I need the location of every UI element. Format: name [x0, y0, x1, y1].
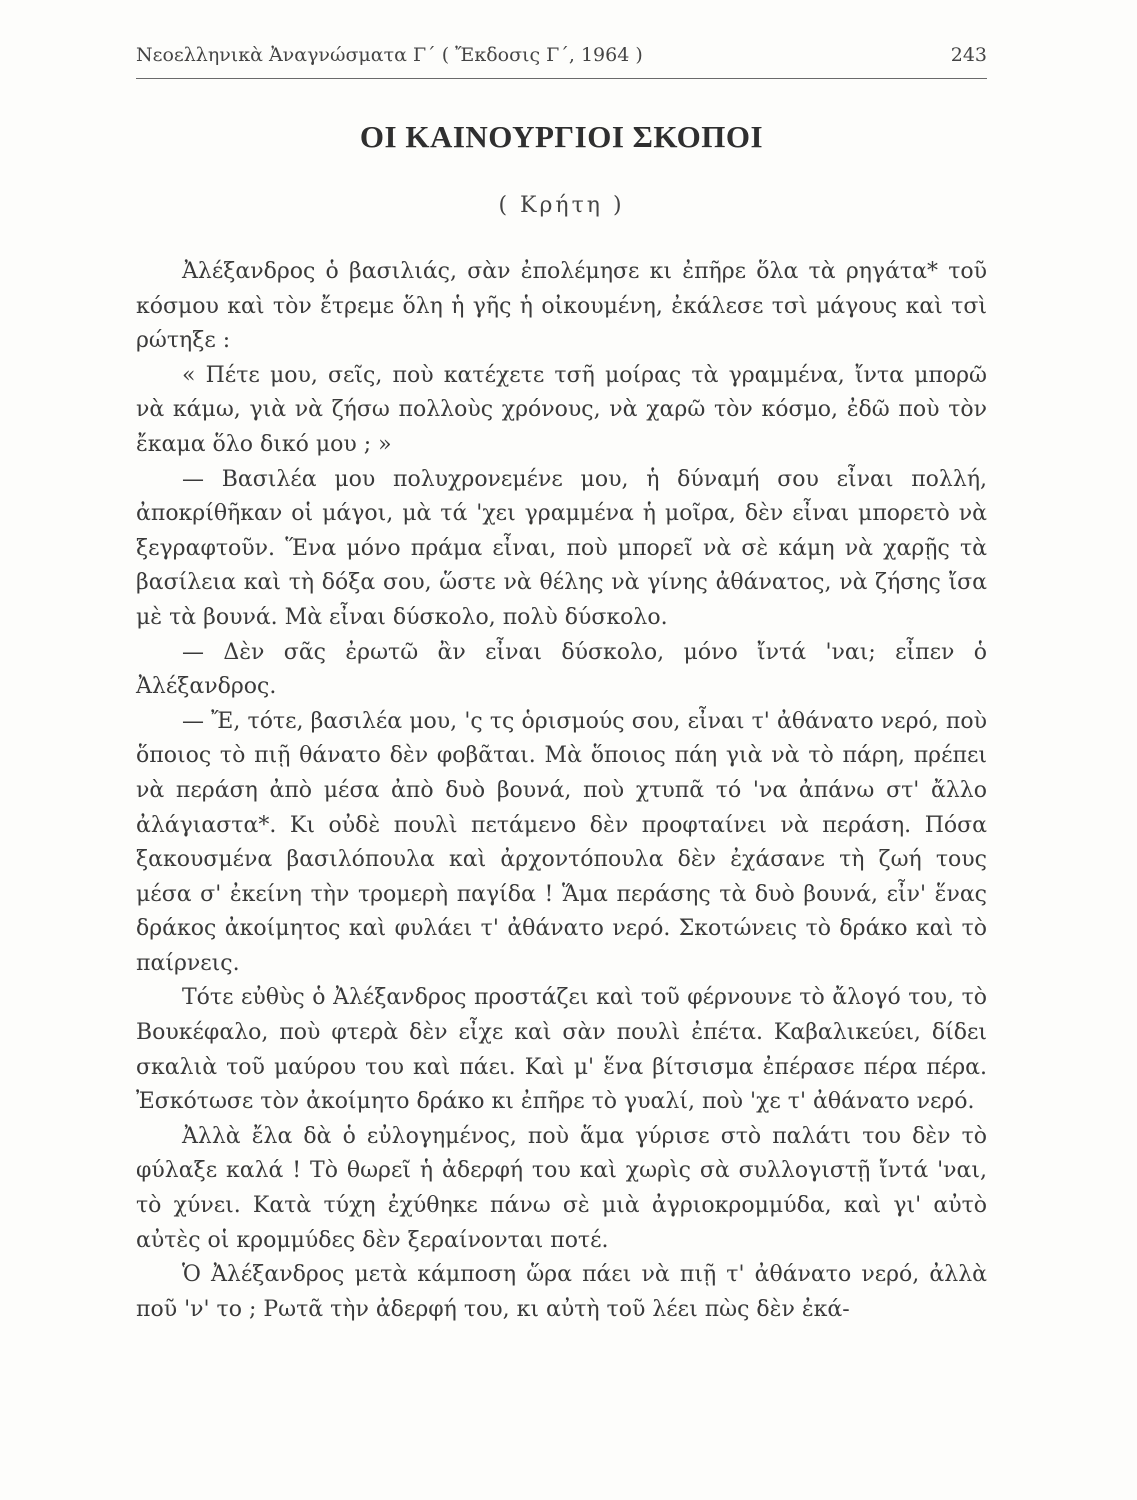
- paragraph: Ὁ Ἀλέξανδρος μετὰ κάμποση ὥρα πάει νὰ πιῇ τ' ἀθάνατο νερό, ἀλλὰ ποῦ 'ν' το ; Ρωτᾶ τὴν ἀδερφή του, κι αὐτὴ τοῦ λέει πὼς δὲν ἐκά-: [136, 1262, 987, 1322]
- running-header: [136, 40, 987, 79]
- paragraph: — Δὲν σᾶς ἐρωτῶ ἂν εἶναι δύσκολο, μόνο ἴντά 'ναι; εἶπεν ὁ Ἀλέξανδρος.: [136, 639, 987, 700]
- paragraph: Τότε εὐθὺς ὁ Ἀλέξανδρος προστάζει καὶ τοῦ φέρνουνε τὸ ἄλογό του, τὸ Βουκέφαλο, ποὺ φτερὰ δὲν εἶχε καὶ σὰν πουλὶ ἐπέτα. Καβαλικεύει, δίδει σκαλιὰ τοῦ μαύρου του καὶ πάει. Καὶ μ' ἕνα βίτσισμα ἐπέρασε πέρα πέρα. Ἐσκότωσε τὸν ἀκοίμητο δράκο κι ἐπῆρε τὸ γυαλί, ποὺ 'χε τ' ἀθάνατο νερό.: [136, 985, 987, 1115]
- page-title: ΟΙ ΚΑΙΝΟΥΡΓΙΟΙ ΣΚΟΠΟΙ: [359, 119, 764, 154]
- paragraph: — Ἔ, τότε, βασιλέα μου, 'ς τς ὁρισμούς σου, εἶναι τ' ἀθάνατο νερό, ποὺ ὅποιος τὸ πιῇ θάνατο δὲν φοβᾶται. Μὰ ὅποιος πάη γιὰ νὰ τὸ πάρη, πρέπει νὰ περάση ἀπὸ μέσα ἀπὸ δυὸ βουνά, ποὺ χτυπᾶ τό 'να ἀπάνω στ' ἄλλο ἀλάγιαστα*. Κι οὐδὲ πουλὶ πετάμενο δὲν προφταίνει νὰ περάση. Πόσα ξακουσμένα βασιλόπουλα καὶ ἀρχοντόπουλα δὲν ἐχάσανε τὴ ζωή τους μέσα σ' ἐκείνη τὴν τρομερὴ παγίδα ! Ἅμα περάσης τὰ δυὸ βουνά, εἶν' ἕνας δράκος ἀκοίμητος καὶ φυλάει τ' ἀθάνατο νερό. Σκοτώνεις τὸ δράκο καὶ τὸ παίρνεις.: [136, 708, 987, 976]
- paragraph: Ἀλέξανδρος ὁ βασιλιάς, σὰν ἐπολέμησε κι ἐπῆρε ὅλα τὰ ρηγάτα* τοῦ κόσμου καὶ τὸν ἔτρεμε ὅλη ἡ γῆς ἡ οἰκουμένη, ἐκάλεσε τσὶ μάγους καὶ τσὶ ρώτηξε :: [136, 259, 987, 354]
- running-title: Νεοελληνικὰ Ἀναγνώσματα Γ΄ ( Ἔκδοσις Γ΄, 1964 ): [136, 44, 643, 66]
- paragraph: Ἀλλὰ ἔλα δὰ ὁ εὐλογημένος, ποὺ ἅμα γύρισε στὸ παλάτι του δὲν τὸ φύλαξε καλά ! Τὸ θωρεῖ ἡ ἀδερφή του καὶ χωρὶς σὰ συλλογιστῇ ἴντά 'ναι, τὸ χύνει. Κατὰ τύχη ἐχύθηκε πάνω σὲ μιὰ ἀγριοκρομμύδα, καὶ γι' αὐτὸ αὐτὲς οἱ κρομμύδες δὲν ξεραίνονται ποτέ.: [136, 1123, 987, 1253]
- paragraph: « Πέτε μου, σεῖς, ποὺ κατέχετε τσῆ μοίρας τὰ γραμμένα, ἴντα μπορῶ νὰ κάμω, γιὰ νὰ ζήσω πολλοὺς χρόνους, νὰ χαρῶ τὸν κόσμο, ἐδῶ ποὺ τὸν ἔκαμα ὅλο δικό μου ; »: [136, 362, 987, 457]
- paragraph: — Βασιλέα μου πολυχρονεμένε μου, ἡ δύναμή σου εἶναι πολλή, ἀποκρίθῆκαν οἱ μάγοι, μὰ τά 'χει γραμμένα ἡ μοῖρα, δὲν εἶναι μπορετὸ νὰ ξεγραφτοῦν. Ἕνα μόνο πράμα εἶναι, ποὺ μπορεῖ νὰ σὲ κάμη νὰ χαρῇς τὰ βασίλεια καὶ τὴ δόξα σου, ὥστε νὰ θέλης νὰ γίνης ἀθάνατος, νὰ ζήσης ἴσα μὲ τὰ βουνά. Μὰ εἶναι δύσκολο, πολὺ δύσκολο.: [136, 466, 987, 630]
- page-number: 243: [950, 44, 987, 66]
- page-subtitle: ( Κρήτη ): [498, 193, 625, 218]
- body-text: [136, 255, 987, 1327]
